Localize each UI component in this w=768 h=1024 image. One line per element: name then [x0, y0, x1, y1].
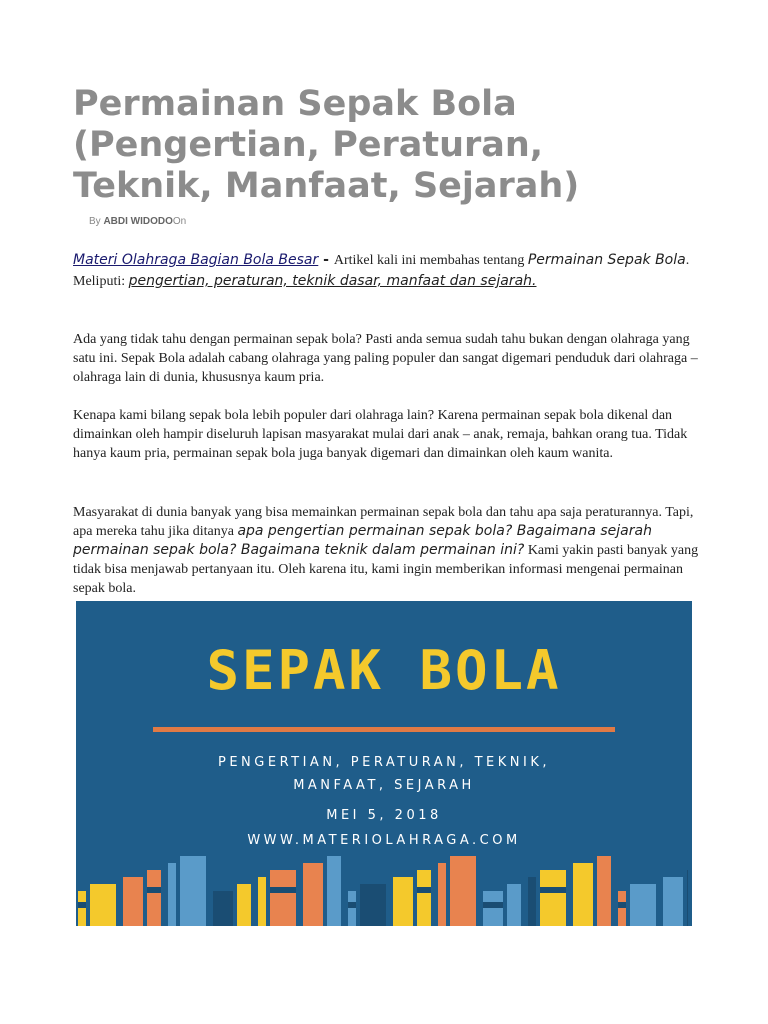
book-decoration — [573, 863, 593, 926]
book-decoration — [663, 877, 683, 926]
book-decoration — [147, 870, 161, 926]
book-decoration — [438, 863, 446, 926]
book-decoration — [123, 877, 143, 926]
banner-website: WWW.MATERIOLAHRAGA.COM — [247, 833, 521, 848]
book-band — [687, 887, 688, 893]
book-decoration — [348, 891, 356, 926]
book-decoration — [270, 870, 296, 926]
book-decoration — [417, 870, 431, 926]
body-paragraph-1: Ada yang tidak tahu dengan permainan sepak bola? Pasti anda semua sudah tahu bukan dengan olahraga yang satu ini. Sepak Bola adalah cabang olahraga yang paling populer dan sangat digemari penduduk dari olahraga – olahraga lain di dunia, khususnya kaum pria. — [73, 332, 698, 385]
book-decoration — [258, 877, 266, 926]
book-decoration — [360, 884, 386, 926]
book-decoration — [168, 863, 176, 926]
article-title-line: Permainan Sepak Bola — [73, 84, 517, 124]
banner-subtitle-line: MANFAAT, SEJARAH — [293, 778, 475, 793]
author-link[interactable]: ABDI WIDODO — [103, 216, 173, 227]
intro-keyword: Permainan Sepak Bola — [527, 252, 686, 268]
book-decoration — [303, 863, 323, 926]
book-band — [417, 887, 431, 893]
intro-text: . Meliputi: — [73, 253, 690, 289]
banner-subtitle-line: PENGERTIAN, PERATURAN, TEKNIK, — [218, 755, 550, 770]
byline-suffix: On — [172, 216, 187, 227]
book-decoration — [540, 870, 566, 926]
banner-title: SEPAK BOLA — [206, 639, 562, 702]
article-title-line: (Pengertian, Peraturan, — [73, 125, 544, 165]
book-decoration — [327, 856, 341, 926]
book-band — [483, 902, 503, 908]
book-decoration — [630, 884, 656, 926]
book-band — [147, 887, 161, 893]
book-decoration — [78, 891, 86, 926]
paragraph-text: Kami yakin pasti banyak yang tidak bisa menjawab pertanyaan itu. Oleh karena itu, kami ingin memberikan informasi mengenai permainan sepak bola. — [73, 543, 699, 596]
book-decoration — [687, 870, 688, 926]
book-decoration — [213, 891, 233, 926]
article-title-line: Teknik, Manfaat, Sejarah) — [73, 166, 580, 206]
book-band — [540, 887, 566, 893]
book-band — [78, 902, 86, 908]
book-decoration — [450, 856, 476, 926]
paragraph-text: Masyarakat di dunia banyak yang bisa memainkan permainan sepak bola dan tahu apa saja peraturannya. Tapi, apa mereka tahu jika ditanya — [73, 505, 694, 539]
article-banner-image — [76, 601, 692, 926]
banner-date: MEI 5, 2018 — [326, 808, 442, 823]
book-decoration — [180, 856, 206, 926]
book-band — [618, 902, 626, 908]
banner-divider — [153, 727, 615, 732]
intro-dash: - — [318, 252, 334, 268]
book-decoration — [618, 891, 626, 926]
questions-text: apa pengertian permainan sepak bola? Bagaimana sejarah permainan sepak bola? Bagaimana teknik dalam permainan ini? — [73, 523, 652, 558]
intro-paragraph — [73, 250, 705, 292]
intro-text: Artikel kali ini membahas tentang — [333, 253, 528, 268]
book-band — [270, 887, 296, 893]
book-decoration — [90, 884, 116, 926]
book-decoration — [507, 884, 521, 926]
book-decoration — [237, 884, 251, 926]
byline-prefix: By — [89, 216, 104, 227]
book-decoration — [528, 877, 536, 926]
book-decoration — [483, 891, 503, 926]
book-decoration — [393, 877, 413, 926]
category-link[interactable]: Materi Olahraga Bagian Bola Besar — [73, 252, 319, 268]
intro-topics: pengertian, peraturan, teknik dasar, manfaat dan sejarah. — [128, 273, 537, 289]
book-band — [348, 902, 356, 908]
book-decoration — [597, 856, 611, 926]
body-paragraph-2: Kenapa kami bilang sepak bola lebih populer dari olahraga lain? Karena permainan sepak bola dikenal dan dimainkan oleh hampir diseluruh lapisan masyarakat mulai dari anak – anak, remaja, bahkan orang tua. Tidak hanya kaum pria, permainan sepak bola juga banyak digemari dan dimainkan oleh kaum wanita. — [73, 408, 688, 461]
book-band — [213, 902, 233, 908]
banner-subtitle — [76, 751, 692, 797]
byline — [89, 216, 186, 227]
body-paragraph-3 — [73, 503, 705, 598]
article-title — [73, 84, 713, 207]
